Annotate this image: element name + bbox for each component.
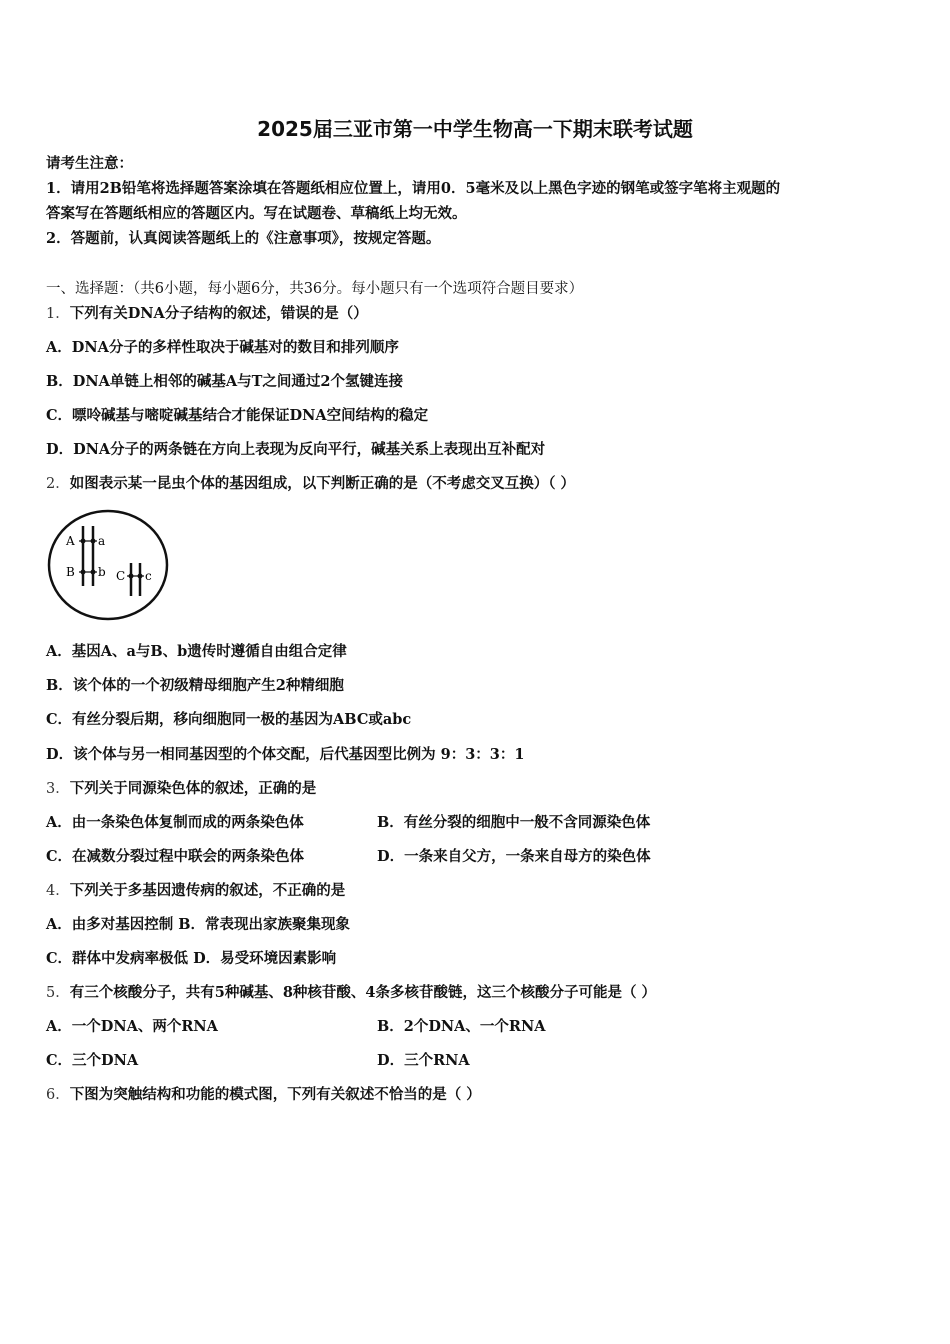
q5-option-b: B．2个DNA、一个RNA — [377, 1018, 546, 1035]
question-6-number: 6． — [46, 1087, 70, 1103]
section-heading: 一、选择题：（共6小题，每小题6分，共36分。每小题只有一个选项符合题目要求） — [46, 281, 584, 297]
question-6 — [46, 1083, 481, 1104]
q3-option-b: B．有丝分裂的细胞中一般不含同源染色体 — [377, 814, 651, 831]
notice-item-1a: 1．请用2B铅笔将选择题答案涂填在答题纸相应位置上，请用0．5毫米及以上黑色字迹的钢笔或签字笔将主观题的 — [46, 180, 781, 197]
question-5-stem: 有三个核酸分子，共有5种碱基、8种核苷酸、4条多核苷酸链，这三个核酸分子可能是（ ） — [69, 984, 657, 1001]
q1-option-c: C．嘌呤碱基与嘧啶碱基结合才能保证DNA空间结构的稳定 — [46, 407, 429, 424]
q5-option-d: D．三个RNA — [377, 1052, 470, 1069]
q1-option-a: A．DNA分子的多样性取决于碱基对的数目和排列顺序 — [46, 339, 399, 356]
q5-option-c: C．三个DNA — [46, 1052, 139, 1069]
question-4 — [46, 879, 345, 900]
question-1-stem: 下列有关DNA分子结构的叙述，错误的是（） — [69, 305, 368, 322]
question-5 — [46, 981, 656, 1002]
question-4-number: 4． — [46, 883, 70, 899]
question-3-number: 3． — [46, 781, 70, 797]
question-2 — [46, 472, 575, 493]
gene-label-b: b — [98, 565, 106, 579]
page-title: 2025届三亚市第一中学生物高一下期末联考试题 — [257, 117, 693, 141]
q4-options-ab: A．由多对基因控制 B．常表现出家族聚集现象 — [46, 916, 351, 933]
q4-options-cd: C．群体中发病率极低 D．易受环境因素影响 — [46, 950, 337, 967]
q2-option-c: C．有丝分裂后期，移向细胞同一极的基因为ABC或abc — [46, 711, 412, 728]
gene-label-C: C — [116, 569, 126, 583]
question-1-number: 1． — [46, 306, 70, 322]
notice-heading: 请考生注意： — [46, 155, 133, 172]
gene-label-A: A — [66, 534, 75, 548]
question-3 — [46, 777, 316, 798]
q2-option-a: A．基因A、a与B、b遗传时遵循自由组合定律 — [46, 643, 347, 660]
notice-item-2: 2．答题前，认真阅读答题纸上的《注意事项》，按规定答题。 — [46, 230, 441, 247]
question-5-number: 5． — [46, 985, 70, 1001]
q5-option-a: A．一个DNA、两个RNA — [46, 1018, 218, 1035]
question-6-stem: 下图为突触结构和功能的模式图，下列有关叙述不恰当的是（ ） — [69, 1086, 481, 1103]
gene-label-c: c — [145, 569, 152, 583]
question-1 — [46, 302, 368, 323]
question-2-stem: 如图表示某一昆虫个体的基因组成，以下判断正确的是（不考虑交叉互换）（ ） — [69, 475, 576, 492]
q3-option-d: D．一条来自父方，一条来自母方的染色体 — [377, 848, 651, 865]
q1-option-d: D．DNA分子的两条链在方向上表现为反向平行，碱基关系上表现出互补配对 — [46, 441, 546, 458]
q2-option-b: B．该个体的一个初级精母细胞产生2种精细胞 — [46, 677, 344, 694]
gene-label-a: a — [98, 534, 106, 548]
question-3-stem: 下列关于同源染色体的叙述，正确的是 — [69, 780, 317, 797]
q3-option-a: A．由一条染色体复制而成的两条染色体 — [46, 814, 304, 831]
gene-label-B: B — [66, 565, 75, 579]
question-4-stem: 下列关于多基因遗传病的叙述，不正确的是 — [69, 882, 346, 899]
q2-option-d: D．该个体与另一相同基因型的个体交配，后代基因型比例为 9：3：3：1 — [46, 746, 525, 763]
notice-item-1b: 答案写在答题纸相应的答题区内。写在试题卷、草稿纸上均无效。 — [46, 205, 467, 222]
question-2-number: 2． — [46, 476, 70, 492]
q3-option-c: C．在减数分裂过程中联会的两条染色体 — [46, 848, 305, 865]
chromosome-diagram — [46, 508, 170, 622]
q1-option-b: B．DNA单链上相邻的碱基A与T之间通过2个氢键连接 — [46, 373, 403, 390]
